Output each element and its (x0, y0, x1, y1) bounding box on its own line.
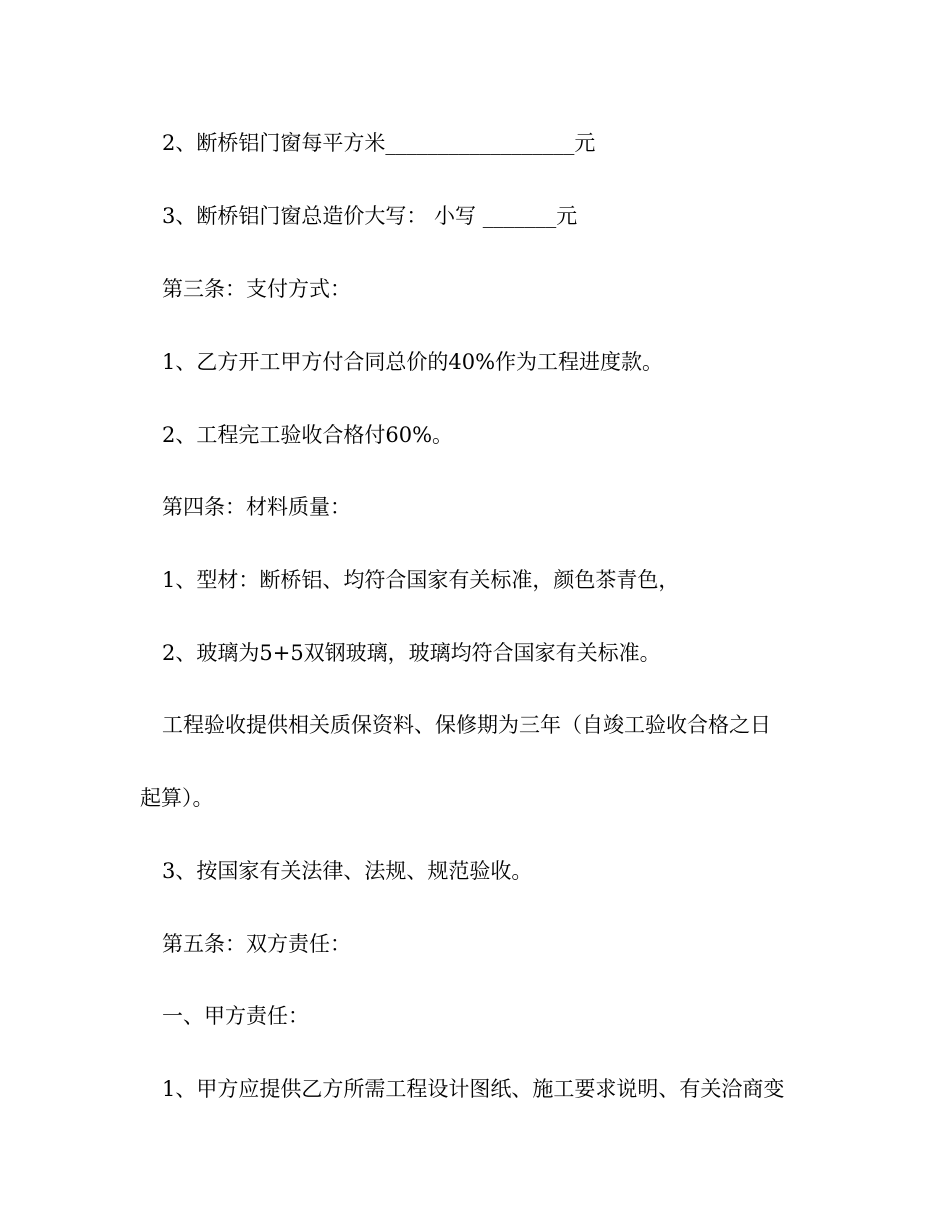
party-a-heading: 一、甲方责任： (162, 1004, 309, 1028)
clause-3-total-price: 3、断桥铝门窗总造价大写： 小写 _______元 (162, 204, 578, 228)
article-3-heading: 第三条：支付方式： (162, 277, 351, 301)
article-5-heading: 第五条：双方责任： (162, 932, 351, 956)
payment-item-1: 1、乙方开工甲方付合同总价的40%作为工程进度款。 (162, 350, 664, 374)
material-item-3: 3、按国家有关法律、法规、规范验收。 (162, 859, 533, 883)
warranty-paragraph-line-1: 工程验收提供相关质保资料、保修期为三年（自竣工验收合格之日 (162, 713, 771, 737)
warranty-paragraph-line-2: 起算）。 (140, 786, 214, 810)
article-4-heading: 第四条：材料质量： (162, 495, 351, 519)
clause-2-unit-price: 2、断桥铝门窗每平方米__________________元 (162, 131, 596, 155)
material-item-1: 1、型材：断桥铝、均符合国家有关标准，颜色茶青色， (162, 568, 680, 592)
payment-item-2: 2、工程完工验收合格付60%。 (162, 423, 454, 447)
material-item-2: 2、玻璃为5+5双钢玻璃，玻璃均符合国家有关标准。 (162, 641, 661, 665)
party-a-item-1: 1、甲方应提供乙方所需工程设计图纸、施工要求说明、有关洽商变 (162, 1077, 785, 1101)
